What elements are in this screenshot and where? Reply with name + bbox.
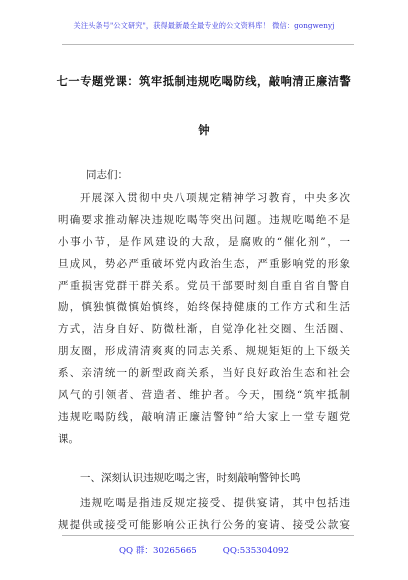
paragraph-line: 方式，洁身自好、防微杜渐，自觉净化社交圈、生活圈、 <box>58 323 350 336</box>
paragraph-line: 励，慎独慎微慎始慎终，始终保持健康的工作方式和生活 <box>58 301 350 314</box>
paragraph-line: 严重损害党群干群关系。党员干部要时刻自重自省自警自 <box>58 279 350 292</box>
header-note: 关注头条号"公文研究"，获得最新最全最专业的公文资料库！ 微信：gongwenyj <box>73 21 335 30</box>
footer-divider <box>62 535 354 536</box>
paragraph-line: 课。 <box>58 432 79 445</box>
section-heading: 一、深刻认识违规吃喝之害，时刻敲响警钟长鸣 <box>80 472 301 484</box>
paragraph-line: 风气的引领者、营造者、维护者。今天，围绕“筑牢抵制 <box>58 389 350 402</box>
footer-qq-group: QQ 群：30265665 <box>119 546 197 556</box>
document-title-line-2: 钟 <box>198 123 210 137</box>
footer-qq-contact: QQ:535304092 <box>222 546 289 556</box>
paragraph-line: 小事小节，是作风建设的大敌，是腐败的“催化剂”，一 <box>58 235 350 248</box>
paragraph-2 <box>58 493 350 537</box>
paragraph-line: 规提供或接受可能影响公正执行公务的宴请、接受公款宴 <box>58 518 350 531</box>
greeting: 同志们： <box>86 169 128 181</box>
paragraph-line: 违规吃喝是指违反规定接受、提供宴请，其中包括违 <box>80 497 350 509</box>
paragraph-line: 明确要求推动解决违规吃喝等突出问题。违规吃喝绝不是 <box>58 213 350 226</box>
paragraph-1 <box>58 188 350 451</box>
paragraph-line: 开展深入贯彻中央八项规定精神学习教育，中央多次 <box>80 192 350 204</box>
footer <box>0 544 408 556</box>
paragraph-line: 违规吃喝防线，敲响清正廉洁警钟”给大家上一堂专题党 <box>58 410 350 423</box>
paragraph-line: 系、亲清统一的新型政商关系，当好良好政治生态和社会 <box>58 367 350 380</box>
document-title-line-1: 七一专题党课：筑牢抵制违规吃喝防线，敲响清正廉洁警 <box>56 74 352 88</box>
header-divider <box>62 44 354 45</box>
paragraph-line: 旦成风，势必严重破坏党内政治生态，严重影响党的形象 <box>58 257 350 270</box>
paragraph-line: 朋友圈，形成清清爽爽的同志关系、规规矩矩的上下级关 <box>58 345 350 358</box>
